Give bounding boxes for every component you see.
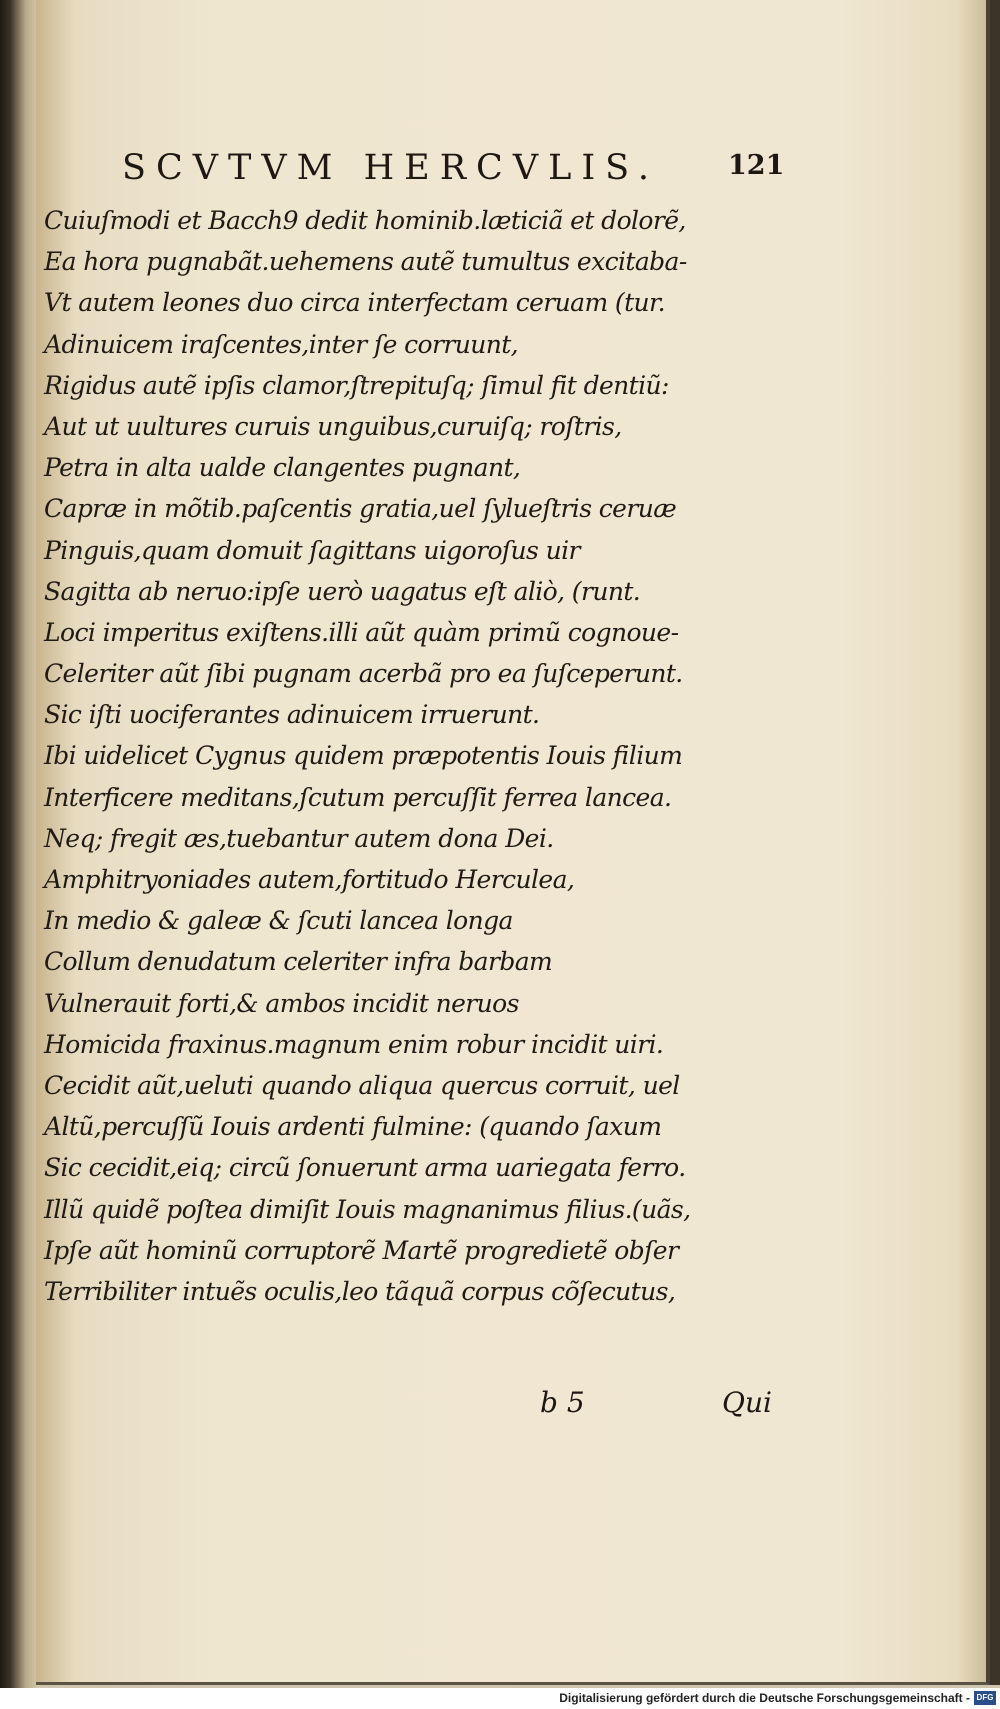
verse-line: Capræ in mõtib.paſcentis gratia,uel ſylueſtris ceruæ <box>44 494 677 524</box>
verse-line: Interficere meditans,ſcutum percuſſit ferrea lancea. <box>44 782 672 812</box>
verse-line: In medio & galeæ & ſcuti lancea longa <box>44 906 513 936</box>
verse-line: Rigidus autẽ ipſis clamor,ſtrepituſq; ſimul fit dentiũ: <box>44 370 669 400</box>
verse-line: Sic iſti uociferantes adinuicem irruerunt. <box>44 700 540 730</box>
verse-line: Homicida fraxinus.magnum enim robur incidit uiri. <box>44 1029 664 1059</box>
verse-line: Adinuicem iraſcentes,inter ſe corruunt, <box>44 329 519 359</box>
verse-line: Sic cecidit,eiq; circũ ſonuerunt arma uariegata ferro. <box>44 1153 686 1183</box>
credit-text: Digitalisierung gefördert durch die Deutsche Forschungsgemeinschaft - <box>559 1691 970 1705</box>
verse-line: Celeriter aũt ſibi pugnam acerbã pro ea ſuſceperunt. <box>44 659 683 689</box>
dfg-logo: DFG <box>974 1691 996 1705</box>
verse-line: Amphitryoniades autem,fortitudo Herculea, <box>44 865 575 894</box>
verse-line: Cuiuſmodi et Bacch9 dedit hominib.læticiã et dolorẽ, <box>44 206 686 235</box>
verse-line: Ea hora pugnabãt.uehemens autẽ tumultus excitaba- <box>44 247 687 277</box>
verse-line: Pinguis,quam domuit ſagittans uigoroſus uir <box>44 535 580 565</box>
signature-mark: b 5 <box>540 1386 585 1419</box>
verse-line: Vulnerauit forti,& ambos incidit neruos <box>44 988 519 1018</box>
verse-line: Aut ut uultures curuis unguibus,curuiſq; roſtris, <box>44 411 622 441</box>
verse-line: Vt autem leones duo circa interfectam ceruam (tur. <box>44 288 665 318</box>
catchword: Qui <box>722 1386 772 1419</box>
verse-line: Collum denudatum celeriter infra barbam <box>44 947 553 977</box>
running-title: SCVTVM HERCVLIS. <box>122 148 660 188</box>
page-number: 121 <box>728 150 785 181</box>
verse-line: Illũ quidẽ poſtea dimiſit Iouis magnanimus filius.(uãs, <box>44 1194 691 1224</box>
verse-line: Petra in alta ualde clangentes pugnant, <box>44 453 521 483</box>
page-header <box>108 148 785 200</box>
page-footer <box>530 1386 790 1426</box>
page-edge-shadow <box>990 0 1000 1685</box>
verse-line: Terribiliter intuẽs oculis,leo tãquã corpus cõſecutus, <box>44 1276 676 1306</box>
verse-line: Loci imperitus exiſtens.illi aũt quàm primũ cognoue- <box>44 617 679 647</box>
verse-line: Ipſe aũt hominũ corruptorẽ Martẽ progredietẽ obſer <box>44 1235 679 1265</box>
verse-line: Sagitta ab neruo:ipſe uerò uagatus eſt aliò, (runt. <box>44 576 641 606</box>
book-spine <box>0 0 40 1709</box>
credit-bar <box>0 1688 1000 1709</box>
verse-line: Neq; fregit æs,tuebantur autem dona Dei. <box>44 823 554 853</box>
verse-line: Altũ,percuſſũ Iouis ardenti fulmine: (quando ſaxum <box>44 1112 662 1142</box>
verse-line: Cecidit aũt,ueluti quando aliqua quercus corruit, uel <box>44 1070 680 1100</box>
verse-text <box>44 200 784 1312</box>
verse-line: Ibi uidelicet Cygnus quidem præpotentis Iouis filium <box>44 741 683 771</box>
